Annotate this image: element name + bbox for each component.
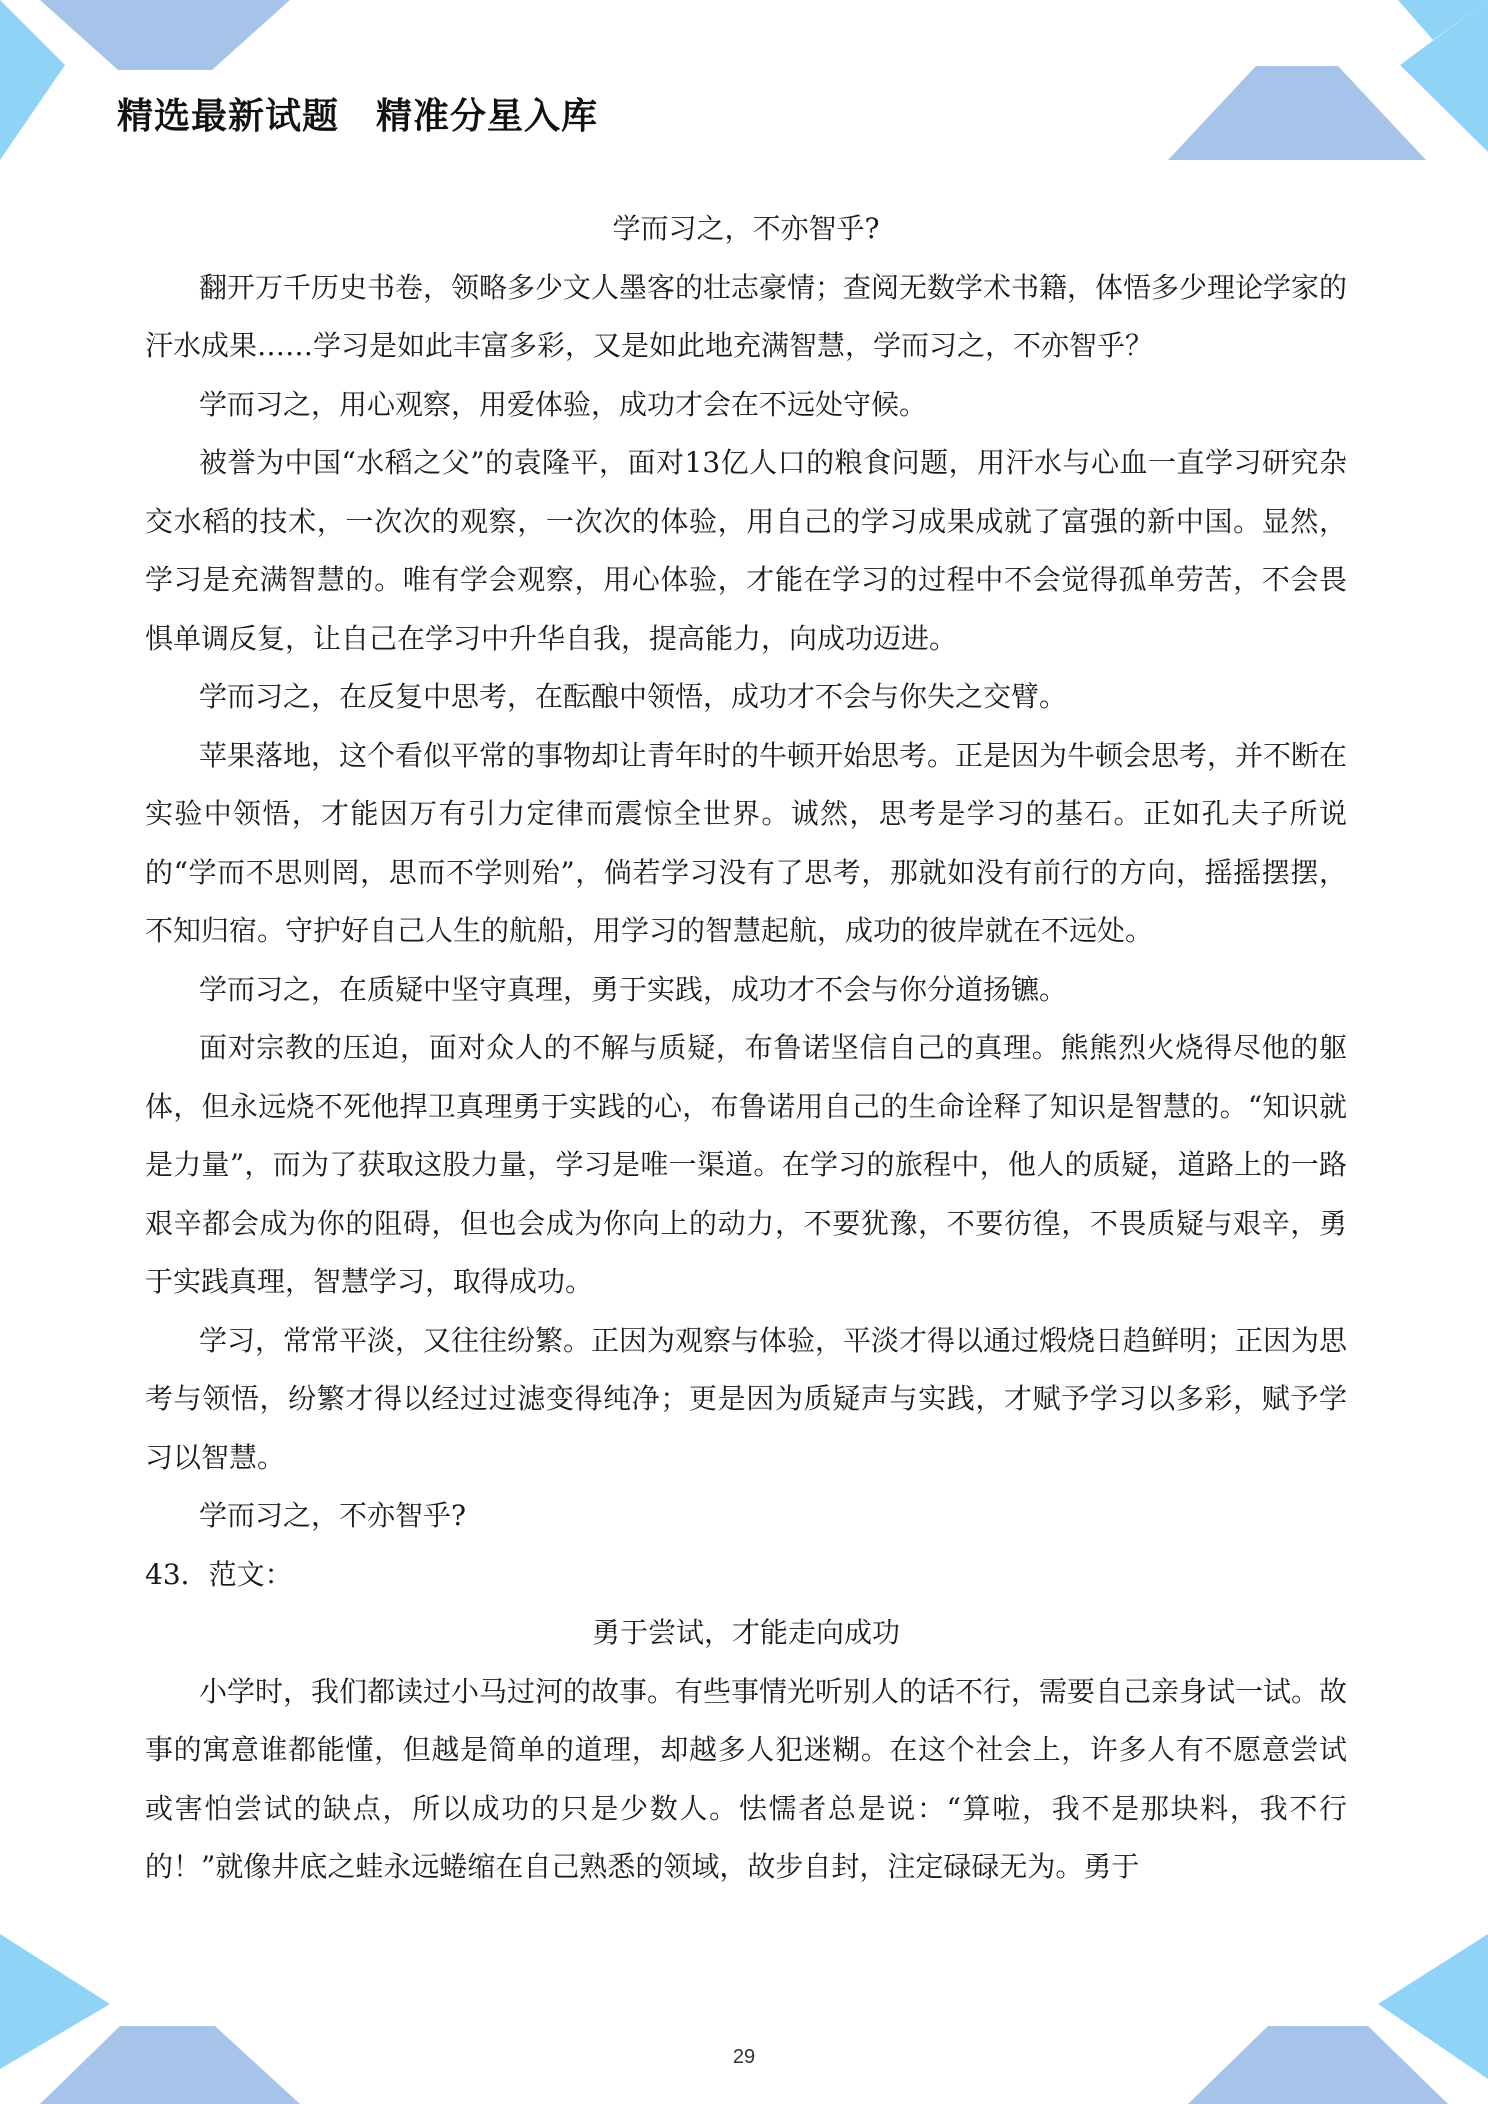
essay-paragraph: 苹果落地，这个看似平常的事物却让青年时的牛顿开始思考。正是因为牛顿会思考，并不断在实验中领悟，才能因万有引力定律而震惊全世界。诚然，思考是学习的基石。正如孔夫子所说的“学而不思则罔，思而不学则殆”，倘若学习没有了思考，那就如没有前行的方向，摇摇摆摆，不知归宿。守护好自己人生的航船，用学习的智慧起航，成功的彼岸就在不远处。 — [145, 738, 1348, 947]
essay-paragraph: 学而习之，在质疑中坚守真理，勇于实践，成功才不会与你分道扬镳。 — [199, 972, 1068, 1006]
essay-paragraph: 学而习之，在反复中思考，在酝酿中领悟，成功才不会与你失之交臂。 — [199, 680, 1068, 713]
essay-paragraph: 被誉为中国“水稻之父”的袁隆平，面对13亿人口的粮食问题，用汗水与心血一直学习研究杂交水稻的技术，一次次的观察，一次次的体验，用自己的学习成果成就了富强的新中国。显然，学习是充满智慧的。唯有学会观察，用心体验，才能在学习的过程中不会觉得孤单劳苦，不会畏惧单调反复，让自己在学习中升华自我，提高能力，向成功迈进。 — [145, 446, 1347, 655]
sample-essay-title: 勇于尝试，才能走向成功 — [591, 1616, 900, 1649]
page-number: 29 — [732, 2046, 756, 2068]
bottom-left-decoration — [0, 1934, 310, 2104]
top-left-trapezoid — [40, 0, 290, 70]
essay-paragraph: 翻开万千历史书卷，领略多少文人墨客的壮志豪情；查阅无数学术书籍，体悟多少理论学家的汗水成果……学习是如此丰富多彩，又是如此地充满智慧，学而习之，不亦智乎？ — [145, 270, 1348, 362]
document-body — [145, 200, 1347, 1897]
essay-title: 学而习之，不亦智乎? — [612, 212, 880, 245]
top-right-decoration — [1168, 0, 1488, 165]
top-right-trapezoid — [1168, 66, 1426, 160]
top-left-triangle — [0, 0, 65, 160]
essay-paragraph: 学而习之，用心观察，用爱体验，成功才会在不远处守候。 — [199, 387, 928, 421]
essay-paragraph: 学习，常常平淡，又往往纷繁。正因为观察与体验，平淡才得以通过煅烧日趋鲜明；正因为思考与领悟，纷繁才得以经过过滤变得纯净；更是因为质疑声与实践，才赋予学习以多彩，赋予学习以智慧。 — [145, 1323, 1348, 1474]
essay-paragraph: 学而习之，不亦智乎? — [199, 1499, 467, 1532]
question-label: 43．范文： — [145, 1557, 293, 1591]
essay-paragraph: 面对宗教的压迫，面对众人的不解与质疑，布鲁诺坚信自己的真理。熊熊烈火烧得尽他的躯体，但永远烧不死他捍卫真理勇于实践的心，布鲁诺用自己的生命诠释了知识是智慧的。“知识就是力量”，而为了获取这股力量，学习是唯一渠道。在学习的旅程中，他人的质疑，道路上的一路艰辛都会成为你的阻碍，但也会成为你向上的动力，不要犹豫，不要彷徨，不畏质疑与艰辛，勇于实践真理，智慧学习，取得成功。 — [145, 1031, 1347, 1298]
sample-essay-paragraph: 小学时，我们都读过小马过河的故事。有些事情光听别人的话不行，需要自己亲身试一试。故事的寓意谁都能懂，但越是简单的道理，却越多人犯迷糊。在这个社会上，许多人有不愿意尝试或害怕尝试的缺点，所以成功的只是少数人。怯懦者总是说：“算啦，我不是那块料，我不行的！”就像井底之蛙永远蜷缩在自己熟悉的领域，故步自封，注定碌碌无为。勇于 — [145, 1674, 1348, 1883]
header-title: 精选最新试题 精准分星入库 — [117, 96, 599, 137]
bottom-right-decoration — [1168, 1934, 1488, 2104]
